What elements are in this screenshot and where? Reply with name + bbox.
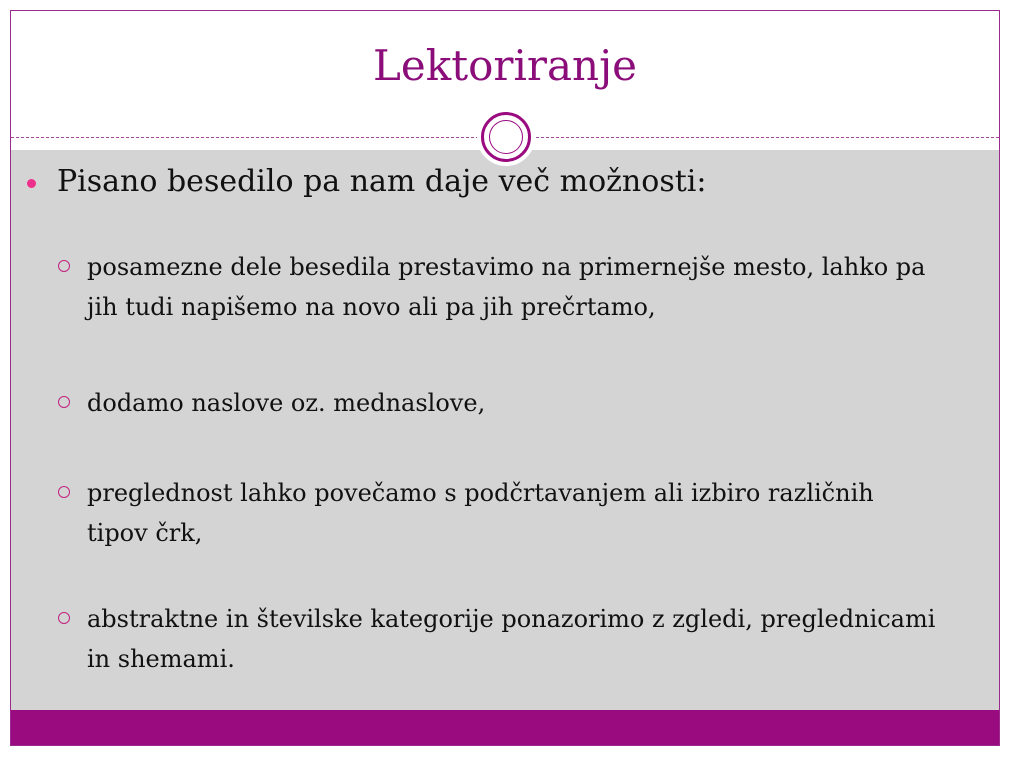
main-bullet-item xyxy=(28,164,706,200)
sub-bullet-item xyxy=(58,247,938,327)
sub-bullet-text: dodamo naslove oz. mednaslove, xyxy=(87,389,486,417)
sub-bullet-text: abstraktne in številske kategorije ponazorimo z zgledi, preglednicami in shemami. xyxy=(87,605,936,673)
hollow-bullet-icon xyxy=(58,486,70,498)
hollow-bullet-icon xyxy=(58,612,70,624)
main-bullet-text: Pisano besedilo pa nam daje več možnosti: xyxy=(57,164,707,199)
footer-bar xyxy=(11,710,999,746)
ring-ornament-icon xyxy=(477,108,535,166)
sub-bullet-item xyxy=(58,599,938,679)
slide-title: Lektoriranje xyxy=(373,41,637,90)
sub-bullet-item xyxy=(58,383,938,423)
hollow-bullet-icon xyxy=(58,396,70,408)
hollow-bullet-icon xyxy=(58,260,70,272)
sub-bullet-text: preglednost lahko povečamo s podčrtavanjem ali izbiro različnih tipov črk, xyxy=(87,479,874,547)
filled-bullet-icon xyxy=(27,179,36,188)
sub-bullet-text: posamezne dele besedila prestavimo na primernejše mesto, lahko pa jih tudi napišemo na novo ali pa jih prečrtamo, xyxy=(87,253,926,321)
sub-bullet-item xyxy=(58,473,938,553)
